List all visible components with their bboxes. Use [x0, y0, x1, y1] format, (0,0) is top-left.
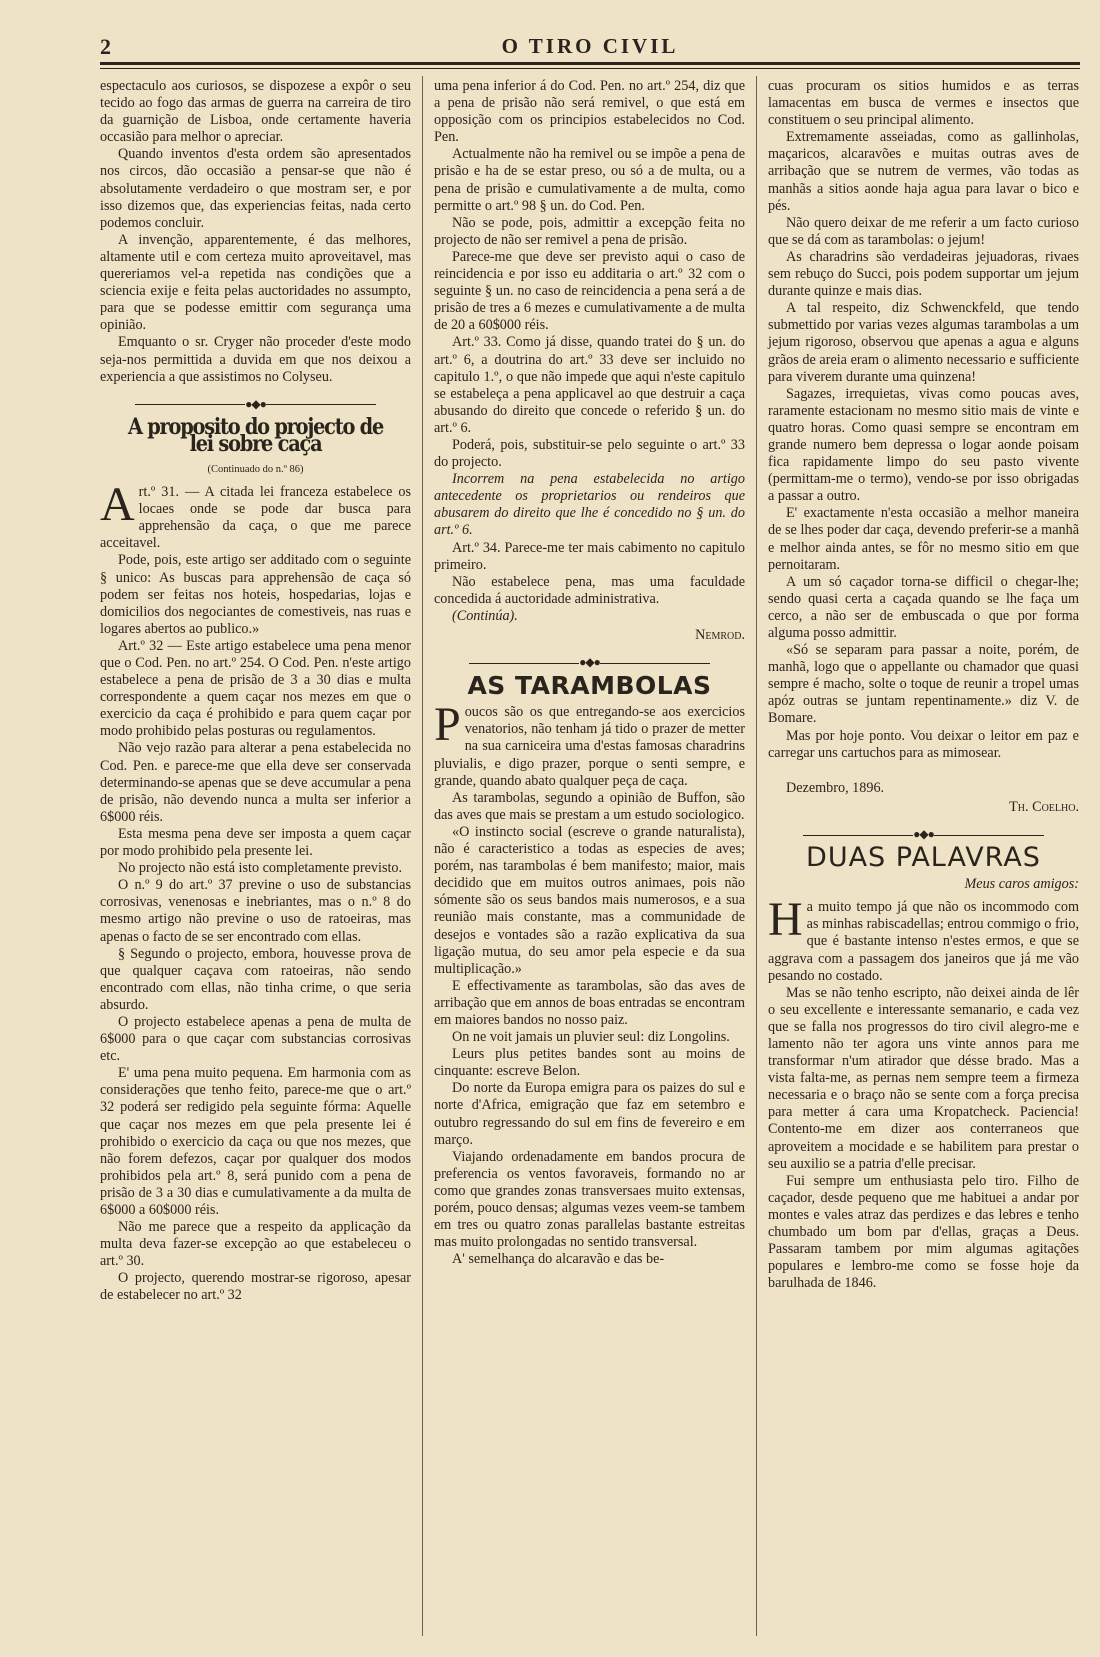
page-number: 2 — [100, 34, 111, 59]
section-separator: ●◆● — [434, 654, 745, 671]
paragraph: Art.º 34. Parece-me ter mais cabimento no capitulo primeiro. — [434, 539, 745, 573]
paragraph: A' semelhança do alcaravão e das be- — [452, 1251, 665, 1268]
paragraph: uma pena inferior á do Cod. Pen. no art.º 254, diz que a pena de prisão não será remivel, o que está em opposição com os principios estabelecidos no Cod. Pen. — [434, 78, 745, 146]
page-header — [100, 34, 1080, 64]
paragraph: Não se pode, pois, admittir a excepção feita no projecto de não ser remivel a pena de prisão. — [434, 214, 745, 248]
paragraph: Poderá, pois, substituir-se pelo seguinte o art.º 33 do projecto. — [434, 436, 745, 471]
paragraph: No projecto não está isto completamente previsto. — [118, 860, 403, 877]
drop-cap: A — [100, 478, 135, 532]
drop-cap: H — [768, 893, 803, 947]
column-divider — [756, 76, 757, 1636]
paragraph: Não quero deixar de me referir a um facto curioso que se dá com as tarambolas: o jejum! — [768, 214, 1079, 248]
paragraph: A tal respeito, diz Schwenckfeld, que tendo submettido por varias vezes algumas tarambolas a um jejum rigoroso, observou que apenas a agua e alguns grãos de areia eram o alimento necessario e sufficiente para viverem durante uma quinzena! — [768, 300, 1079, 385]
paragraph: On ne voit jamais un pluvier seul: diz Longolins. — [452, 1029, 730, 1046]
paragraph: Não me parece que a respeito da applicação da multa deva fazer-se excepção ao que estabeleceu o art.º 30. — [100, 1219, 411, 1270]
masthead-title: O TIRO CIVIL — [501, 34, 679, 58]
paragraph: Não vejo razão para alterar a pena estabelecida no Cod. Pen. e parece-me que ella deve ser conservada determinando-se apenas que se deve accumular a pena de prisão, não devendo nunca a multa ser inferior a 6$000 réis. — [100, 740, 411, 825]
header-rule-thin — [100, 68, 1080, 69]
column-divider — [422, 76, 423, 1636]
paragraph: Mas se não tenho escripto, não deixei ainda de lêr o seu excellente e interessante semanario, e cada vez que se falla nos progressos do tiro civil alegro-me e lamento não ter agora uns vinte annos para me transformar n'um atirador que désse brado. Mas a vista falta-me, as pernas nem sempre teem a firmeza necessaria e o braço não se sente com a força precisa para metter á cara uma Kropatcheck. Paciencia! Contento-me em dizer aos conterraneos que aproveitem a mocidade e se habilitem para prestar o seu auxilio se a patria d'elle precisar. — [768, 984, 1079, 1172]
paragraph: § Segundo o projecto, embora, houvesse prova de que qualquer caçava com ratoeiras, não sendo encontrado com ellas, não tinha crime, o que seria absurdo. — [100, 945, 411, 1013]
paragraph: O projecto estabelece apenas a pena de multa de 6$000 para o que caçar com substancias corrosivas etc. — [100, 1013, 411, 1065]
paragraph: Pode, pois, este artigo ser additado com o seguinte § unico: As buscas para apprehensão de caça só podem ser feitas nos hoteis, hospedarias, lojas e domicilios dos negociantes de comestiveis, nas ruas e logares abertos ao publico.» — [100, 552, 411, 637]
column-1 — [100, 78, 411, 1305]
greeting: Meus caros amigos: — [964, 876, 1079, 893]
article-date: Dezembro, 1896. — [786, 779, 885, 796]
paragraph: Esta mesma pena deve ser imposta a quem caçar por modo prohibido pela presente lei. — [100, 825, 411, 860]
paragraph: O n.º 9 do art.º 37 previne o uso de substancias corrosivas, venenosas e inebriantes, mas o n.º 8 do mesmo artigo não previne o uso de ratoeiras, mas apenas o facto de se ser encontrado com ellas. — [100, 877, 411, 945]
paragraph: E effectivamente as tarambolas, são das aves de arribação que em annos de boas entradas se encontram em maiores bandos no nosso paiz. — [434, 977, 745, 1028]
paragraph: E' uma pena muito pequena. Em harmonia com as considerações que tenho feito, parece-me que o art.º 32 poderá ser redigido pela seguinte fórma: Aquelle que caçar nos mezes em que pela presente lei é prohibido o exercicio da caça ou que nos mezes, que não forem defezos, caçar por qualquer dos modos prohibidos pela art.º 8, será punido com a pena de prisão de 3 a 30 dias e cumulativamente a da multa de 6$000 a 60$000 réis. — [100, 1065, 411, 1218]
column-2 — [434, 78, 745, 1268]
paragraph: Poucos são os que entregando-se aos exercicios venatorios, não tenham já tido o prazer de metter na sua carniceira uma d'estas famosas charadrins pluvialis, e digo prazer, porque o senti sempre, e grande, quando abato qualquer peça de caça. — [434, 698, 745, 789]
paragraph: O projecto, querendo mostrar-se rigoroso, apesar de estabelecer no art.º 32 — [100, 1270, 411, 1304]
paragraph: Art.º 32 — Este artigo estabelece uma pena menor que o Cod. Pen. no art.º 254. O Cod. Pen. n'este artigo estabelece a pena de prisão de 3 a 30 dias e multa correspondente a quem caçar nos mezes em que o exercicio da caça é prohibido e para quem caçar por modo prohibido pelas posturas ou regulamentos. — [100, 637, 411, 740]
paragraph: Incorrem na pena estabelecida no artigo antecedente os proprietarios ou rendeiros que abusarem do direito que lhe é concedido no § un. do art.º 6. — [434, 471, 745, 539]
paragraph: espectaculo aos curiosos, se dispozese a expôr o seu tecido ao fogo das armas de guerra na carreira de tiro da guarnição de Lisboa, onde certamente haveria occasião para melhor o apreciar. — [100, 78, 411, 146]
paragraph: Fui sempre um enthusiasta pelo tiro. Filho de caçador, desde pequeno que me habituei a andar por montes e vales atraz das perdizes e das lebres e tenho chumbado um bom par d'ellas, graças a Deus. Passaram tambem por mim algumas agitações populares e lembro-me como se fosse hoje da barulhada de 1846. — [768, 1172, 1079, 1292]
author-signature: Nemrod. — [695, 627, 745, 643]
paragraph: Parece-me que deve ser previsto aqui o caso de reincidencia e por isso eu additaria o art.º 32 com o seguinte § un. no caso de reincidencia a pena será a de prisão de tres a 6 mezes e cumulativamente a de multa de 20 a 60$000 réis. — [434, 248, 745, 334]
paragraph: «O instincto social (escreve o grande naturalista), não é caracteristico a todas as especies de aves; porém, nas tarambolas é bem manifesto; maior, mais decidido que em muitos outros animaes, pois não sómente são os seus bandos mais numerosos, e a sua reunião mais constante, mas a communidade de desejos e vontades são a razão explicativa da sua ligação mutua, do seu amor pela especie e da sua multiplicação.» — [434, 823, 745, 977]
column-3 — [768, 78, 1079, 1292]
paragraph: Art.º 33. Como já disse, quando tratei do § un. do art.º 6, a doutrina do art.º 33 deve ser incluido no capitulo 1.º, o que não impede que aqui n'este capitulo se estabeleça a pena applicavel ao que destruir a caça abusando do direito que concede o referido § un. do art.º 6. — [434, 334, 745, 436]
paragraph: Viajando ordenadamente em bandos procura de preferencia os ventos favoraveis, formando no ar como que grandes zonas transversaes muito extensas, porém, pouco densas; algumas vezes veem-se tambem em tres ou quatro zonas parallelas bastante estreitas mas muito prolongadas no sentido transversal. — [434, 1148, 745, 1251]
paragraph: Art.º 31. — A citada lei franceza estabelece os locaes onde se pode dar busca para apprehensão da caça, o que me parece acceitavel. — [100, 478, 411, 552]
paragraph: Actualmente não ha remivel ou se impõe a pena de prisão e ha de se estar preso, ou só a de multa, ou a pena de prisão e cumulativamente a de multa, como permitte o art.º 98 § un. do Cod. Pen. — [434, 146, 745, 214]
article-title: DUAS PALAVRAS — [806, 842, 1041, 874]
paragraph: A um só caçador torna-se difficil o chegar-lhe; sendo quasi certa a caçada quando se lhe faça um cerco, a não ser de embuscada o que por forma alguma posso admittir. — [768, 573, 1079, 641]
paragraph: Emquanto o sr. Cryger não proceder d'este modo seja-nos permittida a duvida em que nos deixou a experiencia a que assistimos no Colyseu. — [100, 334, 411, 385]
paragraph: A invenção, apparentemente, é das melhores, altamente util e com certeza muito aproveitavel, mas quereriamos vel-a repetida nas condições que a sciencia exije e feita pelas auctoridades no assumpto, para que se podesse emittir com segurança uma opinião. — [100, 231, 411, 334]
article-title: AS TARAMBOLAS — [467, 671, 712, 701]
paragraph: Quando inventos d'esta ordem são apresentados nos circos, dão occasião a pensar-se que não é absolutamente verdadeiro o que mostram ser, e por isso dizemos que, das experiencias feitas, nada certo podemos concluir. — [100, 146, 411, 231]
continues-note: (Continúa). — [452, 607, 518, 624]
article-title: A proposito do projecto de lei sobre caça — [127, 413, 384, 457]
continuation-note: (Continuado do n.º 86) — [207, 463, 304, 475]
drop-cap: P — [434, 698, 461, 752]
section-separator: ●◆● — [100, 396, 411, 413]
paragraph: cuas procuram os sitios humidos e as terras lamacentas em busca de vermes e insectos que constituem o seu principal alimento. — [768, 78, 1079, 129]
header-rule-thick — [100, 62, 1080, 65]
paragraph: Leurs plus petites bandes sont au moins de cinquante: escreve Belon. — [434, 1046, 745, 1080]
section-separator: ●◆● — [768, 826, 1079, 843]
paragraph: «Só se separam para passar a noite, porém, de manhã, logo que o appellante ou chamador que quasi sempre é macho, solte o toque de reunir a tropel umas apóz outras se juntam repentinamente.» diz V. de Bomare. — [768, 642, 1079, 727]
author-signature: Th. Coelho. — [1009, 798, 1079, 815]
paragraph: As tarambolas, segundo a opinião de Buffon, são das aves que mais se prestam a um estudo sociologico. — [434, 789, 745, 823]
paragraph: Mas por hoje ponto. Vou deixar o leitor em paz e carregar uns cartuchos para as mimosear. — [768, 727, 1079, 761]
paragraph: Sagazes, irrequietas, vivas como poucas aves, raramente estacionam no mesmo sitio mais de vinte e quatro horas. Como quasi sempre se encontram em grande numero bem depressa o logar aonde poisam fica rapidamente limpo do seu pasto vivente (permittam-me o termo), vendo-se por isso obrigadas a passar a outro. — [768, 385, 1079, 505]
paragraph: Extremamente asseiadas, como as gallinholas, maçaricos, alcaravões e muitas outras aves de arribação que se nutrem de vermes, vão todas as manhãs a sitios aonde haja agua para lavar o bico e pés. — [768, 129, 1079, 214]
paragraph: As charadrins são verdadeiras jejuadoras, rivaes sem rebuço do Succi, pois podem supportar um jejum durante quinze e mais dias. — [768, 248, 1079, 300]
paragraph: Do norte da Europa emigra para os paizes do sul e norte d'Africa, emigração que faz em setembro e outubro regressando do sul em fins de fevereiro e em março. — [434, 1080, 745, 1148]
paragraph: Não estabelece pena, mas uma faculdade concedida á auctoridade administrativa. — [434, 573, 745, 607]
paragraph: E' exactamente n'esta occasião a melhor maneira de se lhes poder dar caça, devendo preferir-se a manhã e melhor ainda antes, se fôr no mesmo sitio em que pernoitaram. — [768, 505, 1079, 573]
paragraph: Ha muito tempo já que não os incommodo com as minhas rabiscadellas; entrou commigo o frio, que é bastante intenso n'estes ermos, e que se aggrava com a passagem dos janeiros que já me vão pesando no costado. — [768, 893, 1079, 984]
